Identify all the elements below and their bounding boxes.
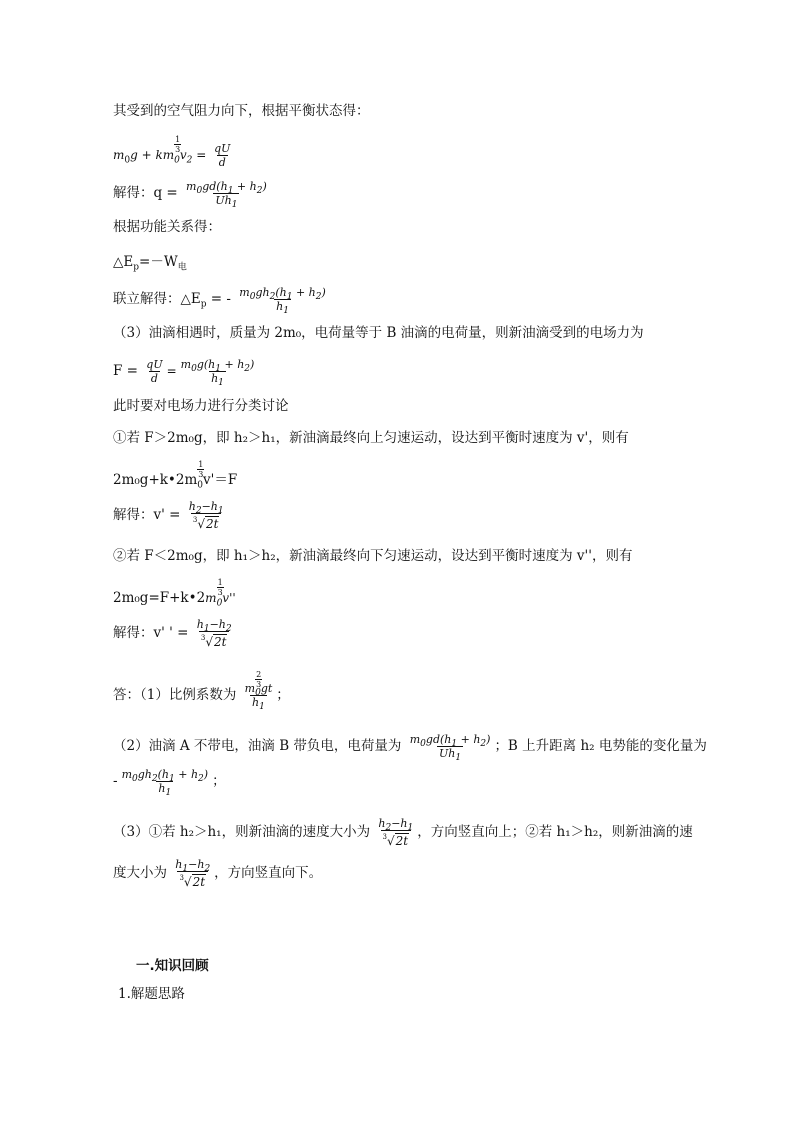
- section-subheading: 1.解题思路: [118, 986, 185, 1002]
- equation-downward: 2m₀g=F+k•2m 1 3 $_0$v'': [113, 578, 236, 609]
- equation-v-double-prime: 解得：v' ' = $\frac{h_1-h_2}{^3√2t}$: [113, 618, 232, 649]
- answer-2-continued: - $\frac{m_0gh_2(h_1 + h_2)}{h_1}$ ；: [113, 768, 226, 799]
- answer-2: （2）油滴 A 不带电，油滴 B 带负电，电荷量为 $\frac{m_0gd(h_1 + h_2)}{Uh_1}$ ；B 上升距离 h₂ 电势能的变化量为: [113, 733, 707, 764]
- equation-energy: $\triangle E_p=-W_电$: [113, 254, 187, 273]
- equation-q: 解得：q = $\frac{m_0gd(h_1 + h_2)}{Uh_1}$: [113, 180, 267, 211]
- text-line: （3）油滴相遇时，质量为 2m₀，电荷量等于 B 油滴的电荷量，则新油滴受到的电场力为: [113, 325, 644, 341]
- text-line: ①若 F＞2m₀g，即 h₂＞h₁，新油滴最终向上匀速运动，设达到平衡时速度为 v'，则有: [113, 430, 629, 446]
- equation-v-prime: 解得：v' = $\frac{h_2-h_1}{^3√2t}$: [113, 500, 224, 531]
- answer-3: （3）①若 h₂＞h₁，则新油滴的速度大小为 $\frac{h_2-h_1}{^3√2t}$ ，方向竖直向上；②若 h₁＞h₂，则新油滴的速: [113, 817, 693, 848]
- answer-1: 答：（1）比例系数为 m 2 3 $_0$gt $h_1$ ；: [113, 670, 290, 713]
- answer-3-continued: 度大小为 $\frac{h_1-h_2}{^3√2t}$ ，方向竖直向下。: [113, 858, 323, 889]
- section-heading: 一.知识回顾: [136, 958, 209, 974]
- equation-delta-ep: 联立解得：$\triangle E_p$ = - $\frac{m_0gh_2(h_1 + h_2)}{h_1}$: [113, 286, 326, 317]
- equation-balance: $m_0g$ + km 1 3 $_0v_2$ = $\frac{qU}{d}$: [113, 135, 231, 169]
- equation-force: F = $\frac{qU}{d}$ = $\frac{m_0g(h_1 + h_2)}{h_1}$: [113, 358, 255, 389]
- equation-upward: 2m₀g+k•2m 1 3 $_0$v'＝F: [113, 460, 238, 491]
- text-line: 此时要对电场力进行分类讨论: [113, 398, 289, 414]
- text-line: 其受到的空气阻力向下，根据平衡状态得：: [113, 103, 370, 119]
- solve-label: 解得：q =: [113, 185, 178, 201]
- text-line: 根据功能关系得：: [113, 219, 221, 235]
- text-line: ②若 F＜2m₀g，即 h₁＞h₂，新油滴最终向下匀速运动，设达到平衡时速度为 v''，则有: [113, 548, 633, 564]
